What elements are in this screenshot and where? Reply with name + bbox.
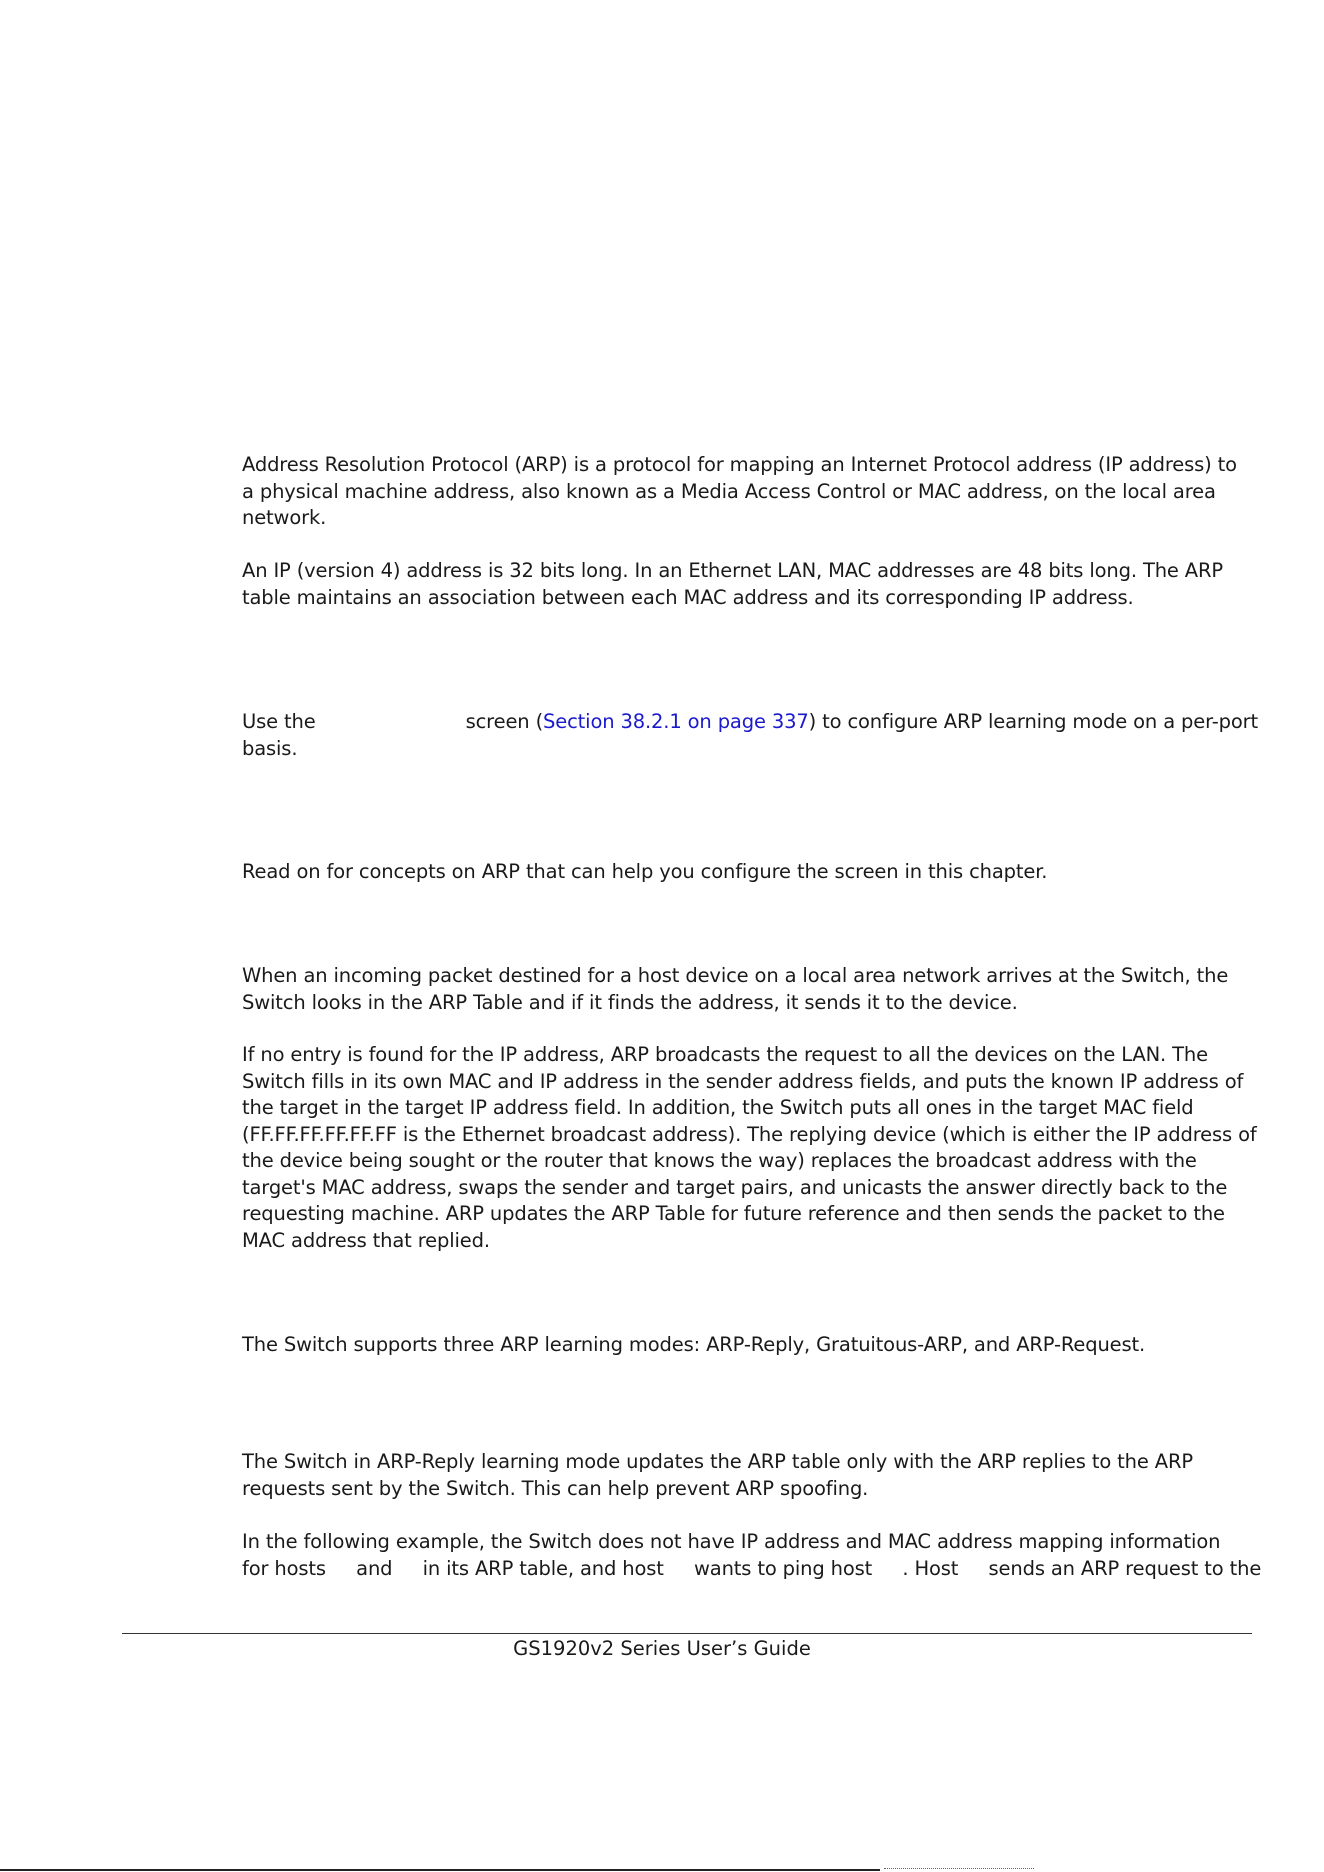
- text-line: MAC address that replied.: [242, 1228, 490, 1252]
- text-line: the target in the target IP address field. In addition, the Switch puts all ones in the target MAC field: [242, 1096, 1194, 1119]
- text-line: requests sent by the Switch. This can help prevent ARP spoofing.: [242, 1476, 869, 1500]
- paragraph-learning-modes: [242, 1332, 1242, 1359]
- text-line: Switch looks in the ARP Table and if it finds the address, it sends it to the device.: [242, 990, 1018, 1014]
- section-link[interactable]: Section 38.2.1 on page 337: [543, 710, 809, 733]
- text-line: If no entry is found for the IP address, ARP broadcasts the request to all the devices on the LAN. The: [242, 1043, 1208, 1066]
- text-line: Address Resolution Protocol (ARP) is a protocol for mapping an Internet Protocol address (IP address) to: [242, 453, 1237, 476]
- text-run: ) to configure ARP learning mode on a per-port: [808, 710, 1258, 733]
- text-line: target's MAC address, swaps the sender and target pairs, and unicasts the answer directly back to the: [242, 1175, 1228, 1199]
- paragraph-use-screen: [242, 709, 1258, 762]
- text-line: The Switch supports three ARP learning modes: ARP-Reply, Gratuitous-ARP, and ARP-Request.: [242, 1333, 1146, 1356]
- text-line: the device being sought or the router that knows the way) replaces the broadcast address with the: [242, 1149, 1197, 1172]
- text-line: a physical machine address, also known as a Media Access Control or MAC address, on the local area: [242, 479, 1216, 503]
- text-line: requesting machine. ARP updates the ARP Table for future reference and then sends the packet to the: [242, 1202, 1225, 1225]
- text-run: screen (: [465, 710, 544, 733]
- text-line: for hosts and in its ARP table, and host wants to ping host . Host sends an ARP request to the: [242, 1556, 1262, 1580]
- text-line: Switch fills in its own MAC and IP address in the sender address fields, and puts the known IP address of: [242, 1069, 1244, 1093]
- paragraph-arp-reply-mode: [242, 1449, 1242, 1502]
- text-line: An IP (version 4) address is 32 bits long. In an Ethernet LAN, MAC addresses are 48 bits long. The ARP: [242, 559, 1224, 582]
- text-line: Read on for concepts on ARP that can help you configure the screen in this chapter.: [242, 860, 1048, 883]
- text-line: basis.: [242, 736, 298, 760]
- paragraph-arp-broadcast: [242, 1042, 1257, 1254]
- footer-guide-title: GS1920v2 Series User’s Guide: [513, 1637, 811, 1660]
- text-run: Use the: [242, 710, 316, 733]
- paragraph-incoming-packet: [242, 963, 1242, 1016]
- paragraph-address-lengths: [242, 558, 1242, 611]
- text-line: When an incoming packet destined for a host device on a local area network arrives at the Switch, the: [242, 964, 1229, 987]
- paragraph-example: [242, 1529, 1262, 1582]
- text-line: In the following example, the Switch does not have IP address and MAC address mapping information: [242, 1530, 1221, 1553]
- text-line: network.: [242, 506, 327, 529]
- text-line: [242, 709, 1258, 736]
- page-bottom-edge-line: [0, 1869, 880, 1871]
- paragraph-arp-definition: [242, 452, 1242, 532]
- page-bottom-edge-mark: [884, 1868, 1034, 1869]
- text-line: (FF.FF.FF.FF.FF.FF is the Ethernet broadcast address). The replying device (which is either the IP address of: [242, 1122, 1257, 1146]
- text-line: table maintains an association between each MAC address and its corresponding IP address.: [242, 585, 1134, 609]
- text-line: The Switch in ARP-Reply learning mode updates the ARP table only with the ARP replies to the ARP: [242, 1450, 1193, 1473]
- paragraph-read-on: [242, 859, 1242, 886]
- footer-divider: [122, 1633, 1252, 1634]
